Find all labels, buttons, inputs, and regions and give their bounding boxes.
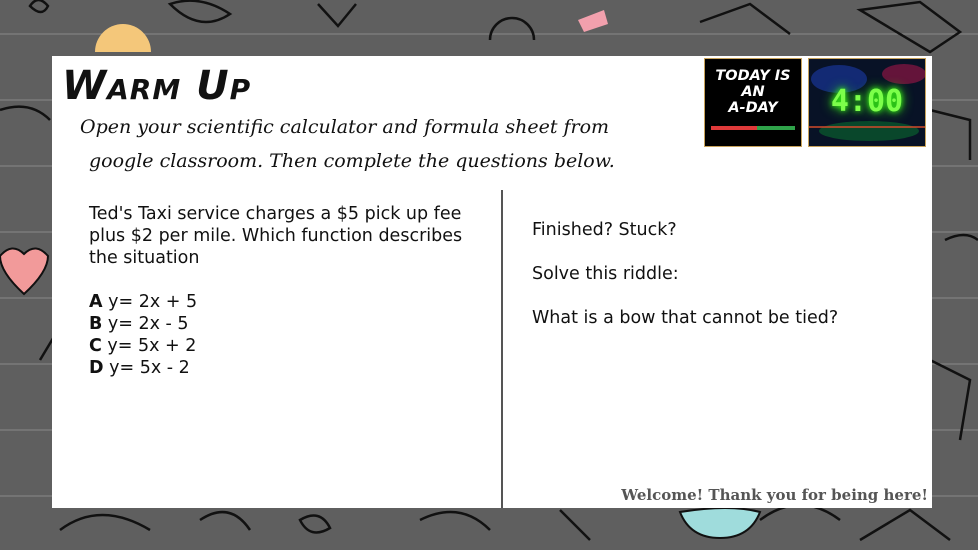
badge-line-2: AN bbox=[741, 84, 765, 100]
badge-bar-green bbox=[757, 126, 795, 130]
choice-d-letter: D bbox=[89, 358, 104, 378]
page-title: Warm Up bbox=[62, 63, 252, 109]
question-block bbox=[89, 203, 479, 379]
instructions bbox=[80, 110, 640, 178]
riddle-block bbox=[532, 219, 842, 351]
question-text: Ted's Taxi service charges a $5 pick up fee plus $2 per mile. Which function describes the situation bbox=[89, 204, 463, 268]
choice-a-letter: A bbox=[89, 292, 103, 312]
choice-a bbox=[89, 291, 479, 313]
choice-a-text: y= 2x + 5 bbox=[108, 292, 198, 312]
solve-riddle-text: Solve this riddle: bbox=[532, 264, 679, 284]
choice-c bbox=[89, 335, 479, 357]
choice-c-letter: C bbox=[89, 336, 102, 356]
instructions-line-1: Open your scientific calculator and formula sheet from bbox=[80, 116, 610, 138]
countdown-timer[interactable] bbox=[808, 58, 926, 147]
badge-color-bar bbox=[711, 126, 795, 130]
finished-stuck-text: Finished? Stuck? bbox=[532, 220, 677, 240]
choice-d-text: y= 5x - 2 bbox=[109, 358, 190, 378]
welcome-message: Welcome! Thank you for being here! bbox=[621, 486, 928, 504]
choice-b-text: y= 2x - 5 bbox=[107, 314, 189, 334]
badge-line-1: TODAY IS bbox=[715, 68, 791, 84]
timer-value: 4:00 bbox=[830, 84, 904, 119]
choice-d bbox=[89, 357, 479, 379]
badge-bar-red bbox=[711, 126, 757, 130]
column-divider bbox=[501, 190, 503, 508]
riddle-question: What is a bow that cannot be tied? bbox=[532, 308, 839, 328]
a-day-badge bbox=[704, 58, 802, 147]
choice-c-text: y= 5x + 2 bbox=[107, 336, 197, 356]
badge-line-3: A-DAY bbox=[728, 100, 778, 116]
choice-b bbox=[89, 313, 479, 335]
choice-b-letter: B bbox=[89, 314, 103, 334]
instructions-line-2: google classroom. Then complete the questions below. bbox=[89, 150, 615, 172]
